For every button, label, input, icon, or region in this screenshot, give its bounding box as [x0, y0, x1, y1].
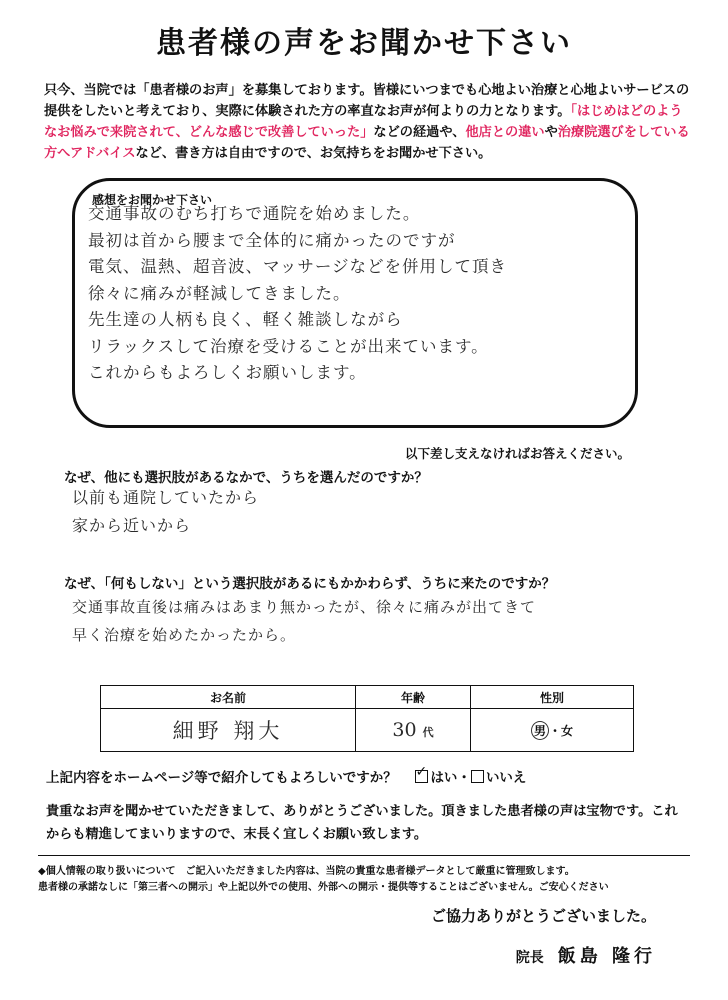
answer-line: 以前も通院していたから: [72, 488, 260, 507]
gender-female-option: 女: [561, 723, 574, 738]
privacy-line-2: 患者様の承諾なしに「第三者への開示」や上記以外での使用、外部への開示・提供等することはございません。ご安心ください: [38, 882, 609, 893]
feedback-line: 徐々に痛みが軽減してきました。: [88, 283, 351, 303]
feedback-line: これからもよろしくお願いします。: [88, 363, 367, 382]
intro-highlight-2: 他店との違い: [465, 125, 545, 140]
page-title: 患者様の声をお聞かせ下さい: [156, 26, 572, 61]
answer-1: [72, 484, 259, 540]
intro-text-4: など、書き方は自由ですので、お気持ちをお聞かせ下さい。: [135, 146, 492, 161]
privacy-line-1: ◆個人情報の取り扱いについて ご記入いただきました内容は、当院の貴重な患者様データとして厳重に管理致します。: [38, 866, 575, 877]
optional-note: 以下差し支えなければお答えください。: [404, 446, 630, 461]
consent-yes-label: はい・: [430, 770, 471, 786]
intro-paragraph: [44, 80, 694, 164]
thanks-paragraph: 貴重なお声を聞かせていただきまして、ありがとうございました。頂きました患者様の声は宝物です。これからも精進してまいりますので、末長く宜しくお願い致します。: [46, 804, 678, 842]
patient-gender-cell: [471, 709, 634, 752]
patient-age: 30: [392, 719, 417, 741]
answer-2: [72, 593, 536, 649]
feedback-line: 電気、温熱、超音波、マッサージなどを併用して頂き: [88, 257, 508, 276]
age-header: 年齢: [356, 686, 471, 709]
feedback-line: 先生達の人柄も良く、軽く雑談しながら: [88, 310, 403, 329]
feedback-line: 最初は首から腰まで全体的に痛かったのですが: [88, 230, 456, 250]
homepage-consent: [46, 766, 526, 786]
divider: [38, 855, 690, 856]
check-mark-icon: ✓: [415, 764, 428, 780]
question-1: なぜ、他にも選択肢があるなかで、うちを選んだのですか？: [64, 470, 428, 486]
intro-text-2: などの経過や、: [373, 125, 466, 140]
answer-line: 早く治療を始めたかったから。: [72, 626, 297, 644]
gender-header: 性別: [471, 686, 634, 709]
patient-name: 細野 翔大: [101, 709, 356, 752]
feedback-comment: [88, 201, 628, 387]
consent-no-label: いいえ: [485, 770, 527, 786]
consent-question: 上記内容をホームページ等で紹介してもよろしいですか？: [46, 770, 397, 786]
age-suffix: 代: [422, 726, 434, 739]
gender-separator: ・: [548, 723, 561, 738]
intro-highlight-1: 「はじめはどのようなお悩みで来院されて、どんな感じで改善していった」: [44, 104, 683, 140]
feedback-line: 交通事故のむち打ちで通院を始めました。: [88, 204, 421, 223]
intro-text-1: 只今、当院では「患者様のお声」を募集しております。皆様にいつまでも心地よい治療と心地よいサービスの提供をしたいと考えており、実際に体験された方の率直なお声が何よりの力となります。: [44, 83, 690, 119]
answer-line: 交通事故直後は痛みはあまり無かったが、徐々に痛みが出てきて: [72, 598, 537, 616]
consent-no-checkbox[interactable]: [471, 770, 484, 783]
question-2: なぜ、「何もしない」という選択肢があるにもかかわらず、うちに来たのですか？: [64, 576, 556, 592]
answer-line: 家から近いから: [72, 516, 192, 535]
feedback-line: リラックスして治療を受けることが出来ています。: [88, 336, 489, 356]
name-header: お名前: [101, 686, 356, 709]
privacy-notice: [38, 864, 698, 896]
director-title: 院長: [515, 950, 544, 966]
intro-highlight-3: 治療院選びをしている方へアドバイス: [44, 125, 690, 161]
patient-age-cell: [356, 709, 471, 752]
gender-male-option: 男: [531, 721, 549, 740]
director-name: 飯島 隆行: [557, 946, 656, 967]
closing-message: ご協力ありがとうございました。: [430, 907, 656, 925]
intro-text-3: や: [544, 125, 558, 140]
consent-yes-checkbox[interactable]: [415, 764, 428, 783]
director-signature: [516, 942, 656, 968]
feedback-label: 感想をお聞かせ下さい: [92, 193, 213, 207]
patient-info-table: [100, 685, 634, 752]
